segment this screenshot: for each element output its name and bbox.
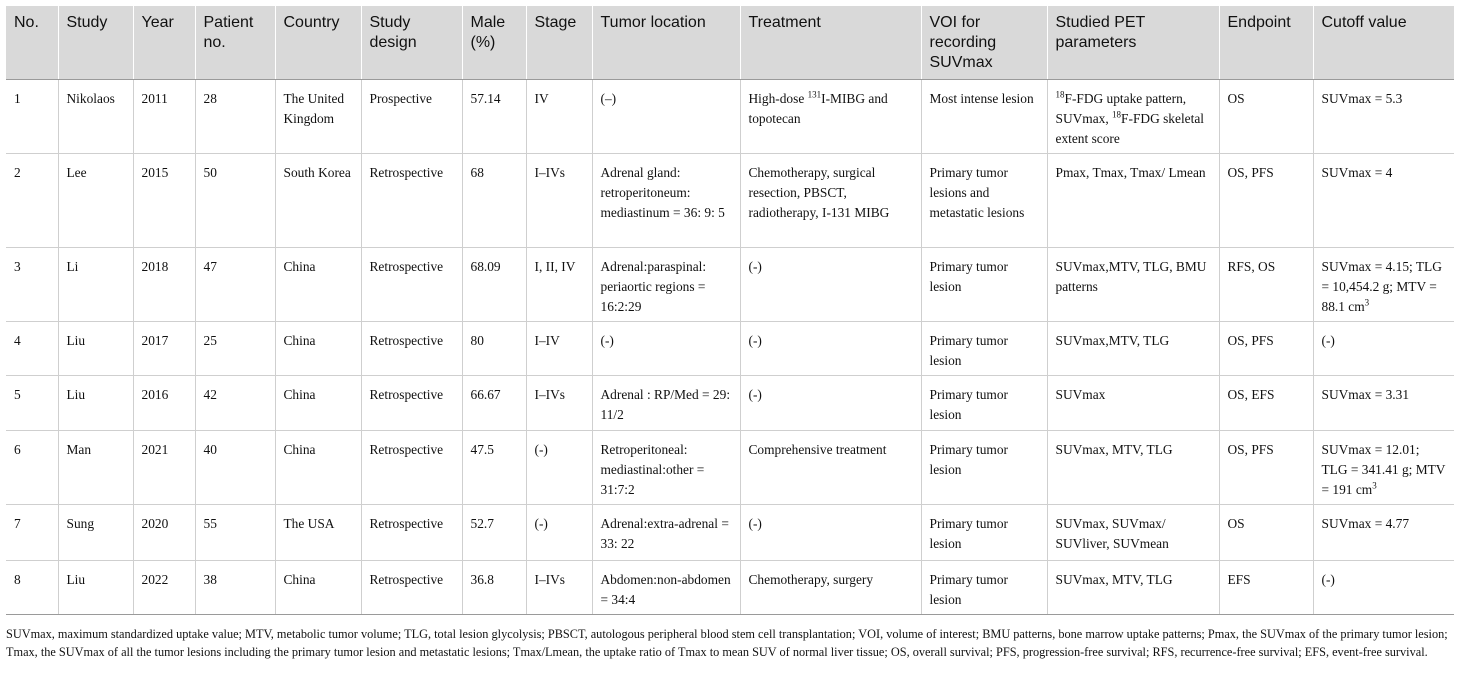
cell-location: (-) <box>592 322 740 376</box>
cell-patients: 50 <box>195 154 275 248</box>
col-header-no: No. <box>6 6 58 80</box>
cell-year: 2018 <box>133 248 195 322</box>
cell-study: Sung <box>58 505 133 561</box>
studies-table <box>6 6 1454 615</box>
cell-study: Li <box>58 248 133 322</box>
cell-design: Retrospective <box>361 561 462 615</box>
cell-year: 2011 <box>133 80 195 154</box>
cell-treatment: (-) <box>740 322 921 376</box>
cell-cutoff: (-) <box>1313 561 1454 615</box>
cell-voi: Primary tumor lesion <box>921 322 1047 376</box>
table-row <box>6 376 1454 431</box>
col-header-patients: Patient no. <box>195 6 275 80</box>
cell-treatment: Chemotherapy, surgical resection, PBSCT, radiotherapy, I-131 MIBG <box>740 154 921 248</box>
cell-treatment: Chemotherapy, surgery <box>740 561 921 615</box>
cell-year: 2015 <box>133 154 195 248</box>
cell-study: Man <box>58 431 133 505</box>
cell-voi: Primary tumor lesion <box>921 431 1047 505</box>
cell-endpoint: RFS, OS <box>1219 248 1313 322</box>
col-header-voi: VOI for recording SUVmax <box>921 6 1047 80</box>
col-header-location: Tumor location <box>592 6 740 80</box>
cell-design: Retrospective <box>361 248 462 322</box>
treatment-text-pre: High-dose <box>748 91 808 106</box>
cell-location: Retroperitoneal: mediastinal:other = 31:7:2 <box>592 431 740 505</box>
col-header-study: Study <box>58 6 133 80</box>
table-container <box>6 6 1454 661</box>
cell-cutoff: SUVmax = 4 <box>1313 154 1454 248</box>
cell-treatment: (-) <box>740 376 921 431</box>
cell-patients: 38 <box>195 561 275 615</box>
table-footnote: SUVmax, maximum standardized uptake value; MTV, metabolic tumor volume; TLG, total lesion glycolysis; PBSCT, autologous peripheral blood stem cell transplantation; VOI, volume of interest; BMU patterns, bone marrow uptake patterns; Pmax, the SUVmax of the primary tumor lesion; Tmax, the SUVmax of all the tumor lesions including the primary tumor lesion and metastatic lesions; Tmax/Lmean, the uptake ratio of Tmax to mean SUV of normal liver tissue; OS, overall survival; PFS, progression-free survival; RFS, recurrence-free survival; EFS, event-free survival. <box>6 627 1448 659</box>
cell-patients: 40 <box>195 431 275 505</box>
cell-no: 7 <box>6 505 58 561</box>
cell-no: 5 <box>6 376 58 431</box>
cell-no: 3 <box>6 248 58 322</box>
cell-male: 80 <box>462 322 526 376</box>
cell-male: 52.7 <box>462 505 526 561</box>
table-row <box>6 561 1454 615</box>
table-row <box>6 154 1454 248</box>
cell-endpoint: OS, PFS <box>1219 154 1313 248</box>
cutoff-text: SUVmax = 12.01; TLG = 341.41 g; MTV = 191 cm <box>1321 442 1446 497</box>
cell-country: The United Kingdom <box>275 80 361 154</box>
cell-location: Adrenal:extra-adrenal = 33: 22 <box>592 505 740 561</box>
cell-voi: Primary tumor lesions and metastatic lesions <box>921 154 1047 248</box>
cell-male: 36.8 <box>462 561 526 615</box>
cell-stage: I–IVs <box>526 154 592 248</box>
table-row <box>6 431 1454 505</box>
cell-pet: SUVmax <box>1047 376 1219 431</box>
cell-design: Prospective <box>361 80 462 154</box>
cell-no: 1 <box>6 80 58 154</box>
header-row <box>6 6 1454 80</box>
cell-endpoint: EFS <box>1219 561 1313 615</box>
cell-country: China <box>275 376 361 431</box>
cell-pet: SUVmax, MTV, TLG <box>1047 561 1219 615</box>
cell-pet: SUVmax,MTV, TLG, BMU patterns <box>1047 248 1219 322</box>
cell-patients: 55 <box>195 505 275 561</box>
cell-design: Retrospective <box>361 505 462 561</box>
cell-voi: Primary tumor lesion <box>921 376 1047 431</box>
col-header-treatment: Treatment <box>740 6 921 80</box>
cell-cutoff: (-) <box>1313 322 1454 376</box>
cell-cutoff: SUVmax = 4.77 <box>1313 505 1454 561</box>
cell-endpoint: OS <box>1219 505 1313 561</box>
cell-cutoff <box>1313 431 1454 505</box>
cell-pet <box>1047 80 1219 154</box>
col-header-country: Country <box>275 6 361 80</box>
col-header-cutoff: Cutoff value <box>1313 6 1454 80</box>
cell-location: Adrenal : RP/Med = 29: 11/2 <box>592 376 740 431</box>
pet-text-a: F-FDG uptake pattern, SUVmax, <box>1055 91 1187 126</box>
cell-patients: 47 <box>195 248 275 322</box>
cell-country: China <box>275 248 361 322</box>
table-row <box>6 248 1454 322</box>
cell-location: Adrenal gland: retroperitoneum: mediastinum = 36: 9: 5 <box>592 154 740 248</box>
cell-pet: SUVmax, MTV, TLG <box>1047 431 1219 505</box>
cell-location: (–) <box>592 80 740 154</box>
cell-location: Abdomen:non-abdomen = 34:4 <box>592 561 740 615</box>
cell-treatment: Comprehensive treatment <box>740 431 921 505</box>
cell-country: South Korea <box>275 154 361 248</box>
cell-male: 68 <box>462 154 526 248</box>
cell-stage: I–IV <box>526 322 592 376</box>
pet-text-b: F-FDG skeletal extent score <box>1055 111 1204 146</box>
table-row <box>6 322 1454 376</box>
cell-patients: 28 <box>195 80 275 154</box>
cell-year: 2021 <box>133 431 195 505</box>
col-header-endpoint: Endpoint <box>1219 6 1313 80</box>
cell-cutoff: SUVmax = 3.31 <box>1313 376 1454 431</box>
cell-design: Retrospective <box>361 322 462 376</box>
isotope-superscript: 18 <box>1055 89 1065 100</box>
cell-study: Liu <box>58 376 133 431</box>
table-row <box>6 505 1454 561</box>
cell-no: 4 <box>6 322 58 376</box>
cell-country: China <box>275 322 361 376</box>
cell-male: 57.14 <box>462 80 526 154</box>
cell-male: 47.5 <box>462 431 526 505</box>
cell-male: 68.09 <box>462 248 526 322</box>
cutoff-text: SUVmax = 4.15; TLG = 10,454.2 g; MTV = 88.1 cm <box>1321 259 1442 314</box>
treatment-text-post: I-MIBG and topotecan <box>748 91 888 126</box>
cell-country: China <box>275 561 361 615</box>
cell-endpoint: OS, PFS <box>1219 322 1313 376</box>
cell-pet: SUVmax, SUVmax/ SUVliver, SUVmean <box>1047 505 1219 561</box>
cell-year: 2016 <box>133 376 195 431</box>
cell-cutoff <box>1313 248 1454 322</box>
table-row <box>6 80 1454 154</box>
cell-male: 66.67 <box>462 376 526 431</box>
cell-patients: 42 <box>195 376 275 431</box>
unit-superscript: 3 <box>1372 480 1377 491</box>
cell-stage: I, II, IV <box>526 248 592 322</box>
cell-design: Retrospective <box>361 431 462 505</box>
cell-year: 2020 <box>133 505 195 561</box>
cell-pet: Pmax, Tmax, Tmax/ Lmean <box>1047 154 1219 248</box>
cell-location: Adrenal:paraspinal: periaortic regions = 16:2:29 <box>592 248 740 322</box>
col-header-stage: Stage <box>526 6 592 80</box>
cell-treatment <box>740 80 921 154</box>
cell-cutoff: SUVmax = 5.3 <box>1313 80 1454 154</box>
cell-year: 2017 <box>133 322 195 376</box>
cell-no: 2 <box>6 154 58 248</box>
col-header-male: Male (%) <box>462 6 526 80</box>
cell-treatment: (-) <box>740 248 921 322</box>
cell-no: 6 <box>6 431 58 505</box>
cell-voi: Primary tumor lesion <box>921 505 1047 561</box>
col-header-pet: Studied PET parameters <box>1047 6 1219 80</box>
cell-endpoint: OS <box>1219 80 1313 154</box>
col-header-year: Year <box>133 6 195 80</box>
isotope-superscript: 18 <box>1112 109 1122 120</box>
cell-study: Liu <box>58 322 133 376</box>
cell-endpoint: OS, EFS <box>1219 376 1313 431</box>
cell-treatment: (-) <box>740 505 921 561</box>
cell-country: The USA <box>275 505 361 561</box>
cell-study: Nikolaos <box>58 80 133 154</box>
isotope-superscript: 131 <box>807 89 822 100</box>
cell-pet: SUVmax,MTV, TLG <box>1047 322 1219 376</box>
cell-study: Liu <box>58 561 133 615</box>
cell-patients: 25 <box>195 322 275 376</box>
cell-endpoint: OS, PFS <box>1219 431 1313 505</box>
cell-stage: (-) <box>526 431 592 505</box>
cell-stage: I–IVs <box>526 561 592 615</box>
cell-year: 2022 <box>133 561 195 615</box>
cell-no: 8 <box>6 561 58 615</box>
col-header-design: Study design <box>361 6 462 80</box>
cell-study: Lee <box>58 154 133 248</box>
cell-stage: I–IVs <box>526 376 592 431</box>
cell-country: China <box>275 431 361 505</box>
cell-stage: IV <box>526 80 592 154</box>
cell-design: Retrospective <box>361 376 462 431</box>
cell-design: Retrospective <box>361 154 462 248</box>
cell-voi: Primary tumor lesion <box>921 561 1047 615</box>
cell-voi: Most intense lesion <box>921 80 1047 154</box>
cell-stage: (-) <box>526 505 592 561</box>
cell-voi: Primary tumor lesion <box>921 248 1047 322</box>
unit-superscript: 3 <box>1364 297 1370 308</box>
